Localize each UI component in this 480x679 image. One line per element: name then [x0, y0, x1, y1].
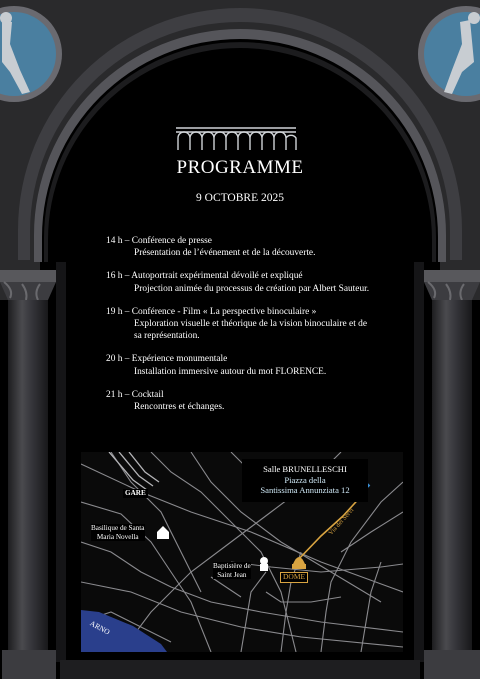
event-time: 20 h — [106, 354, 123, 365]
baptistery-label-line2: Saint Jean — [217, 570, 247, 579]
event-title: Autoportrait expérimental dévoilé et expliqué — [131, 271, 303, 282]
baptistery-label-line1: Baptistère de — [213, 562, 251, 570]
venue-name: Salle BRUNELLESCHI — [263, 464, 347, 474]
schedule-item: 19 h – Conférence - Film « La perspective binoculaire » Exploration visuelle et théorique de la vision binoculaire et de sa représentation. — [106, 306, 396, 343]
venue-label — [242, 459, 368, 502]
event-time: 14 h — [106, 236, 123, 246]
dome-label: DOME — [280, 572, 308, 583]
venue-address-line2: Santissima Annunziata 12 — [260, 485, 350, 495]
event-time: 19 h — [106, 306, 123, 317]
dome-icon — [292, 557, 306, 569]
via-label: Via dei Servi — [327, 506, 356, 537]
church-icon — [157, 526, 169, 539]
basilica-label — [91, 524, 145, 541]
event-description: Présentation de l’événement et de la découverte. — [134, 248, 316, 259]
schedule-item: 20 h – Expérience monumentale Installation immersive autour du mot FLORENCE. — [106, 353, 396, 378]
gare-label: GARE — [125, 489, 146, 497]
river-label: ARNO — [88, 618, 112, 637]
event-title: Expérience monumentale — [131, 354, 228, 365]
schedule-item: 21 h – Cocktail Rencontres et échanges. — [106, 389, 396, 414]
baptistery-label — [213, 562, 251, 579]
event-title: Conférence - Film « La perspective binoculaire » — [131, 306, 317, 317]
event-time: 21 h — [106, 389, 123, 400]
event-description: Installation immersive autour du mot FLORENCE. — [134, 366, 327, 377]
event-time: 16 h — [106, 271, 123, 282]
basilica-label-line1: Basilique de Santa — [91, 524, 145, 532]
event-description: Projection animée du processus de création par Albert Sauteur. — [134, 283, 370, 294]
arno-river — [81, 610, 167, 652]
event-description: Exploration visuelle et théorique de la vision binoculaire et de — [134, 319, 368, 330]
baptistery-icon — [260, 557, 268, 571]
event-description: Rencontres et échanges. — [134, 402, 225, 413]
schedule-item: 14 h – Conférence de presse Présentation de l’événement et de la découverte. — [106, 235, 396, 260]
event-description-cont: sa représentation. — [134, 331, 200, 342]
schedule-list — [106, 235, 396, 424]
arcade-ornament-icon — [176, 128, 296, 150]
basilica-label-line2: Maria Novella — [96, 532, 139, 541]
event-title: Conférence de presse — [131, 236, 212, 246]
venue-address: Piazza della — [284, 474, 326, 485]
programme-date: 9 OCTOBRE 2025 — [196, 192, 284, 204]
event-title: Cocktail — [131, 389, 164, 400]
programme-title: PROGRAMME — [176, 157, 304, 178]
schedule-item: 16 h – Autoportrait expérimental dévoilé et expliqué Projection animée du processus de création par Albert Sauteur. — [106, 270, 396, 295]
location-map — [81, 452, 403, 652]
